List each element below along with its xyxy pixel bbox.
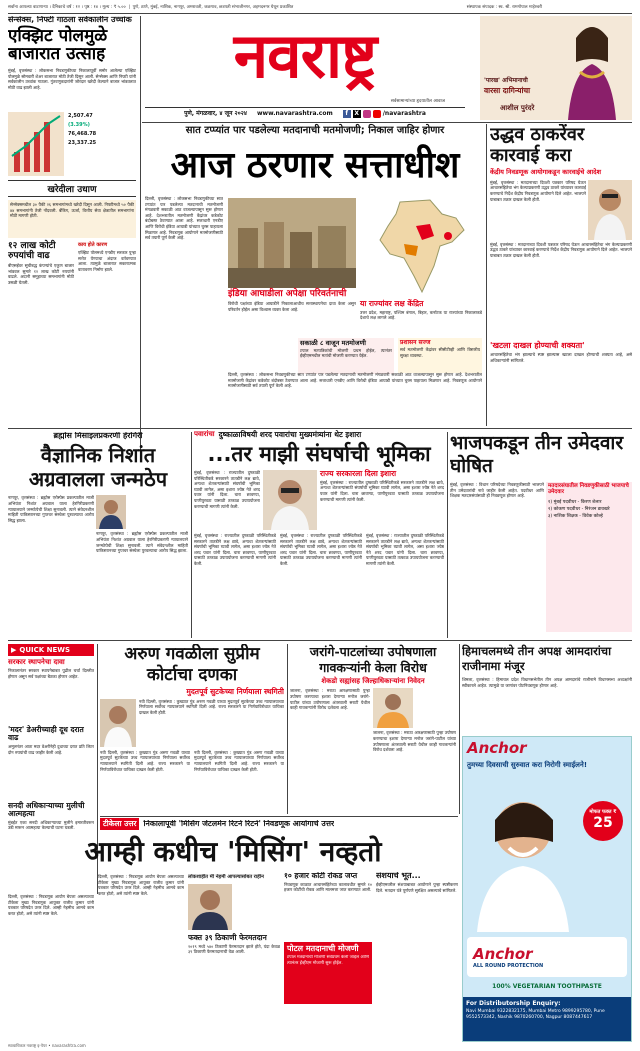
missing-photo (188, 884, 232, 930)
bjp-box-title: मतदारसंघातील निवडणुकीसाठी भाजपाचे उमेदवार (548, 483, 629, 495)
missing-body: दिल्ली, वृत्तसंस्था : निवडणूक आयोग बेपत्ता असल्याच्या टीकेला मुख्य निवडणूक आयुक्त राजीव कुमार यांनी पत्रकार परिषदेत उत्तर दिले. आम्ही नेहमीच आमचे काम करत होतो, असे त्यांनी स्पष्ट केले. (8, 894, 94, 916)
jarange-body-2: जालना, वृत्तसंस्था : मराठा आरक्षणासाठी पुन्हा उपोषण करण्याचा इशारा देणाऱ्या मनोज जरांगे-पाटील यांच्या उपोषणाला अंतरवाली सराटी येथील काही गावकऱ्यांनी विरोध दर्शवला आहे. (373, 730, 456, 753)
missing-box4-title: पोटल मतदानाची मोजणी (287, 943, 359, 953)
note-title: सकाळी ८ वाजून मतमोजणी (300, 339, 366, 347)
missing-box2 (284, 872, 372, 1038)
stat-4: 23,337.25 (68, 140, 97, 147)
market-box-body: सेन्सेक्समधील ३० पैकी २६ समभागांमध्ये खरेदी दिसून आली. निफ्टीमध्ये ५० पैकी ४४ समभागांनी तेजी नोंदवली. बँकिंग, ऊर्जा, वित्तीय सेवा क्षेत्रातील समभागांना मोठी मागणी होती. (8, 200, 136, 238)
anchor-ad[interactable] (462, 736, 632, 1042)
missing-tag: टीकेला उत्तर (100, 818, 139, 830)
stat-3: 76,468.78 (68, 131, 97, 138)
missing-box3-title: संशयाचे भूत... (376, 872, 421, 880)
anchor-price-badge (583, 801, 623, 841)
missing-box2-body: निवडणूक काळात आचारसंहितेच्या कालावधीत सुमारे १० हजार कोटींची रोकड आणि मालमत्ता जप्त करण्यात आली. (284, 881, 372, 893)
missing-kicker-row (100, 818, 458, 830)
anchor-price: 25 (593, 815, 613, 831)
social-icons[interactable] (343, 108, 426, 120)
brahmos-body: नागपूर, वृत्तसंस्था : ब्रह्मोस एरोस्पेस प्रकल्पातील माजी अभियंता निशांत अग्रवाल याला हेरगिरीप्रकरणी न्यायालयाने जन्मठेपेची शिक्षा सुनावली. त्याने संवेदनशील माहिती पाकिस्तानच्या गुप्तचर संस्थेला पुरवल्याचा आरोप सिद्ध झाला. (8, 495, 94, 523)
note2-title: प्रशासन सज्ज (400, 339, 431, 346)
gawli-headline: अरुण गवळीला सुप्रीम कोर्टाचा दणका (124, 644, 260, 685)
anchor-ad-top (463, 737, 631, 759)
pawar-body: मुंबई, वृत्तसंस्था : राज्यातील दुष्काळी परिस्थितीकडे सरकारने तातडीने लक्ष द्यावे, अन्यथा शेतकऱ्यांसाठी संघर्षाची भूमिका घ्यावी लागेल, असा इशारा ज्येष्ठ नेते शरद पवार यांनी दिला. चारा छावण्या, पाणीपुरवठा यासाठी तत्काळ उपाययोजना करण्याची मागणी त्यांनी केली. (194, 470, 260, 509)
missing-box4-body: टपाल मतदानाची मोजणी सर्वप्रथम केली जाईल आणि त्यानंतर ईव्हीएम मोजणी सुरू होईल. (287, 955, 369, 966)
counting-photo (228, 198, 356, 288)
missing-box4 (284, 942, 372, 1004)
anchor-logo: Anchor (467, 739, 527, 757)
pawar-body-5: मुंबई, वृत्तसंस्था : राज्यातील दुष्काळी परिस्थितीकडे सरकारने तातडीने लक्ष द्यावे, अन्यथा शेतकऱ्यांसाठी संघर्षाची भूमिका घ्यावी लागेल, असा इशारा ज्येष्ठ नेते शरद पवार यांनी दिला. चारा छावण्या, पाणीपुरवठा यासाठी तत्काळ उपाययोजना करण्याची मागणी त्यांनी केली. (366, 533, 444, 566)
anchor-distributor: For Distributorship Enquiry: (466, 1000, 561, 1007)
brahmos-kicker: ब्रह्मोस मिसाइलप्रकरणी हेरगिरी (53, 432, 143, 440)
market-headline: एक्झिट पोलमुळे बाजारात उत्साह (8, 26, 108, 65)
missing-side-quote: लोकशाहीत मी नेहमी आपल्यासोबत राहीन (188, 874, 264, 880)
market-sub-body: बीएसईवर सूचीबद्ध कंपन्यांचे एकूण बाजार भांडवल सुमारे १२ लाख कोटी रुपयांनी वाढले. अदानी समूहाच्या समभागांनी मोठी उसळी घेतली. (8, 262, 74, 285)
footer-text: स्वत्वाधिकार नवराष्ट्र इ-पेपर • navarashtra.com (8, 1043, 86, 1048)
pawar-body-2: मुंबई, वृत्तसंस्था : राज्यातील दुष्काळी परिस्थितीकडे सरकारने तातडीने लक्ष द्यावे, अन्यथा शेतकऱ्यांसाठी संघर्षाची भूमिका घ्यावी लागेल, असा इशारा ज्येष्ठ नेते शरद पवार यांनी दिला. चारा छावण्या, पाणीपुरवठा यासाठी तत्काळ उपाययोजना करण्याची मागणी त्यांनी केली. (320, 479, 444, 502)
quick-news-title: QUICK NEWS (19, 646, 71, 654)
map-note (360, 300, 482, 340)
uddhav-kicker: केंद्रीय निवडणूक आयोगाकडून कारवाईचे आदेश (490, 168, 602, 176)
gawli-body: नवी दिल्ली, वृत्तसंस्था : कुख्यात गुंड अरुण गवळी याच्या मुदतपूर्व सुटकेच्या उच्च न्यायालयाच्या निर्णयाला सर्वोच्च न्यायालयाने स्थगिती दिली आहे. राज्य सरकारने या निर्णयाविरोधात याचिका दाखल केली होती. (139, 698, 284, 716)
uddhav-body-2: मुंबई, वृत्तसंस्था : मतदानाच्या दिवशी पत्रकार परिषद घेऊन आचारसंहितेचा भंग केल्याप्रकरणी उद्धव ठाकरे यांच्यावर कारवाई करण्याचे निर्देश केंद्रीय निवडणूक आयोगाने दिले आहेत. भाजपने याबाबत तक्रार दाखल केली होती. (490, 241, 632, 258)
top-tagline: सर्वांना आपल्या वाटणाऱ्या । दैनिकाचे वर्ष : १२ । पृष्ठ : १४ । मूल्य : ₹ ५.०० (8, 5, 126, 10)
masthead-date: पुणे, मंगळवार, ४ जून २०२४ (184, 110, 247, 117)
top-founder: संस्थापक संपादक : स्व. श्री. रामगोपाल माहेश्वरी (466, 5, 542, 10)
news-bolt-icon: ▶ (11, 646, 17, 654)
quick-news-item-3-title: सनदी अधिकाऱ्याच्या मुलीची आत्महत्या (8, 801, 85, 818)
top-bar: सर्वांना आपल्या वाटणाऱ्या । दैनिकाचे वर्ष : १२ । पृष्ठ : १४ । मूल्य : ₹ ५.०० | पुणे, ठाणे, मुंबई, नाशिक, नागपूर, अमरावती, जळगाव, छत्रपती संभाजीनगर, अहमदनगर येथून प्रकाशित संस्थापक संपादक : स्व. श्री. रामगोपाल माहेश्वरी (8, 5, 542, 10)
himachal-body: शिमला, वृत्तसंस्था : हिमाचल प्रदेश विधानसभेतील तीन अपक्ष आमदारांचे राजीनामे विधानसभा अध्यक्षांनी स्वीकारले आहेत. त्यामुळे या जागांवर पोटनिवडणूक होणार आहे. (462, 677, 632, 688)
bjp-body: मुंबई, वृत्तसंस्था : विधान परिषदेच्या निवडणुकीसाठी भाजपने तीन उमेदवारांची नावे जाहीर केली आहेत. पदवीधर आणि शिक्षक मतदारसंघांसाठी ही निवडणूक होणार आहे. (450, 482, 544, 499)
uddhav-body: मुंबई, वृत्तसंस्था : मतदानाच्या दिवशी पत्रकार परिषद घेऊन आचारसंहितेचा भंग केल्याप्रकरणी उद्धव ठाकरे यांच्यावर कारवाई करण्याचे निर्देश केंद्रीय निवडणूक आयोगाने दिले आहेत. भाजपने याबाबत तक्रार दाखल केली होती. (490, 179, 586, 202)
jarange-story (290, 644, 456, 814)
quick-news-header (8, 644, 94, 656)
bjp-box-item-2: २) कोकण पदवीधर - निरंजन डावखरे (548, 506, 610, 512)
bjp-story (450, 432, 632, 640)
note-counting-time (298, 338, 394, 374)
brahmos-photo (96, 495, 126, 529)
map-body: उत्तर प्रदेश, महाराष्ट्र, पश्चिम बंगाल, बिहार, कर्नाटक या राज्यांच्या निकालाकडे देशाचे लक्ष लागले आहे. (360, 309, 482, 321)
pawar-body-4: मुंबई, वृत्तसंस्था : राज्यातील दुष्काळी परिस्थितीकडे सरकारने तातडीने लक्ष द्यावे, अन्यथा शेतकऱ्यांसाठी संघर्षाची भूमिका घ्यावी लागेल, असा इशारा ज्येष्ठ नेते शरद पवार यांनी दिला. चारा छावण्या, पाणीपुरवठा यासाठी तत्काळ उपाययोजना करण्याची मागणी त्यांनी केली. (280, 533, 362, 566)
missing-headline: आम्ही कधीच 'मिसिंग' नव्हतो (84, 835, 382, 868)
missing-box3 (376, 872, 458, 1038)
ad-tag2: वारसा दागिन्यांचा (484, 86, 531, 95)
instagram-icon[interactable] (363, 110, 371, 118)
anchor-product-sub: ALL ROUND PROTECTION (473, 963, 544, 969)
missing-body-2: दिल्ली, वृत्तसंस्था : निवडणूक आयोग बेपत्ता असल्याच्या टीकेला मुख्य निवडणूक आयुक्त राजीव कुमार यांनी पत्रकार परिषदेत उत्तर दिले. आम्ही नेहमीच आमचे काम करत होतो, असे त्यांनी स्पष्ट केले. (98, 874, 184, 896)
ad-tag: 'पारख' अभिमानाची (484, 77, 528, 84)
uddhav-photo (588, 180, 632, 240)
gawli-sub: मुदतपूर्व सुटकेच्या निर्णयाला स्थगिती (186, 687, 284, 696)
uddhav-headline: उद्धव ठाकरेंवर कारवाई करा (490, 124, 585, 166)
quick-news-item-2-title: 'मदर' डेअरीच्याही दूध दरात वाढ (8, 725, 84, 743)
missing-box1-title: फक्त ३९ ठिकाणी फेरमतदान (188, 933, 267, 942)
masthead (145, 14, 465, 120)
jarange-photo (373, 688, 413, 728)
anchor-veg: 100% VEGETARIAN TOOTHPASTE (492, 983, 602, 990)
masthead-title: नवराष्ट्र (233, 19, 377, 92)
jewellery-ad[interactable] (480, 16, 632, 120)
bull-graphic (8, 112, 64, 176)
market-box-title: खरेदीला उधाण (8, 180, 136, 197)
lead-headline: आज ठरणार सत्ताधीश (170, 145, 460, 186)
uddhav-story (490, 124, 632, 426)
note-admin (398, 338, 482, 373)
pawar-tag: पवारांचा (194, 430, 215, 438)
market-side-body: एक्झिट पोलमध्ये एनडीए सरकार पुन्हा सत्तेत येण्याचा अंदाज वर्तवण्यात आला. त्यामुळे बाजारात सकारात्मक वातावरण निर्माण झाले. (78, 250, 136, 272)
uddhav-sub-body: आचारसंहितेचा भंग झाल्याचे स्पष्ट झाल्यास खटला दाखल होण्याची शक्यता आहे, असे अधिकाऱ्यांनी सांगितले. (490, 352, 632, 363)
gawli-story (100, 644, 284, 814)
quick-news-item-1-title: सरकार स्थापनेचा दावा (8, 658, 65, 666)
anchor-footer (463, 997, 631, 1041)
quick-news-item-2-body: अमूलनंतर आता मदर डेअरीनेही दुधाच्या दरात प्रति लिटर दोन रुपयांची वाढ जाहीर केली आहे. (8, 744, 94, 755)
jarange-headline: जरांगे-पाटलांच्या उपोषणाला गावकऱ्यांनी केला विरोध (309, 644, 437, 675)
brahmos-story (8, 432, 188, 640)
pawar-story (194, 430, 444, 638)
anchor-illustration (463, 772, 632, 932)
lead-body-2: दिल्ली, वृत्तसंस्था : लोकसभा निवडणुकीच्या सात टप्प्यांत पार पडलेल्या मतदानाची मतमोजणी मंगळवारी सकाळी आठ वाजल्यापासून सुरू होणार आहे. देशभरातील मतमोजणी केंद्रांवर कडेकोट बंदोबस्त ठेवण्यात आला आहे. सत्ताधारी एनडीए आणि विरोधी इंडिया आघाडी यांच्यात चुरस पाहायला मिळणार आहे. निवडणूक आयोगाने मतमोजणीसाठी सर्व तयारी पूर्ण केली आहे. (228, 372, 482, 389)
jarange-sub: शेकडो सह्यांसह जिल्हाधिकाऱ्यांना निवेदन (321, 677, 425, 685)
pawar-sub: राज्य सरकारला दिला इशारा (320, 469, 397, 478)
jarange-body: जालना, वृत्तसंस्था : मराठा आरक्षणासाठी पुन्हा उपोषण करण्याचा इशारा देणाऱ्या मनोज जरांगे-पाटील यांच्या उपोषणाला अंतरवाली सराटी येथील काही गावकऱ्यांनी विरोध दर्शवला आहे. (290, 688, 370, 711)
bjp-headline: भाजपकडून तीन उमेदवार घोषित (450, 432, 624, 477)
gawli-body-3: नवी दिल्ली, वृत्तसंस्था : कुख्यात गुंड अरुण गवळी याच्या मुदतपूर्व सुटकेच्या उच्च न्यायालयाच्या निर्णयाला सर्वोच्च न्यायालयाने स्थगिती दिली आहे. राज्य सरकारने या निर्णयाविरोधात याचिका दाखल केली होती. (194, 749, 284, 772)
anchor-contacts: Navi Mumbai 9322832175, Mumbai Metro 9899295780, Pune 9552573342, Nashik 9870260700, Nagpur 8087447617 (466, 1009, 605, 1020)
quick-news-item-3-body: मुंबईत एका सनदी अधिकाऱ्याच्या मुलीने इमारतीवरून उडी मारून आत्महत्या केल्याची घटना घडली. (8, 819, 94, 831)
caption-body: विरोधी पक्षांच्या इंडिया आघाडीने निकालाआधीच सत्तास्थापनेचा दावा केला असून परिवर्तन होईल असा विश्वास व्यक्त केला आहे. (228, 301, 356, 313)
missing-box1-body: २०१९ मध्ये ५४० ठिकाणी फेरमतदान झाले होते, यंदा केवळ ३९ ठिकाणी फेरमतदानाची वेळ आली. (188, 943, 280, 955)
map-label: या राज्यांवर लक्ष केंद्रित (360, 299, 424, 308)
pawar-kicker: दुष्काळाविषयी शरद पवारांचा मुख्यमंत्र्यांना थेट इशारा (218, 430, 362, 439)
gawli-body-2: नवी दिल्ली, वृत्तसंस्था : कुख्यात गुंड अरुण गवळी याच्या मुदतपूर्व सुटकेच्या उच्च न्यायालयाच्या निर्णयाला सर्वोच्च न्यायालयाने स्थगिती दिली आहे. राज्य सरकारने या निर्णयाविरोधात याचिका दाखल केली होती. (100, 749, 190, 772)
market-kicker: सेन्सेक्स, निफ्टी गाठला सर्वकालीन उच्चांक (8, 16, 132, 24)
india-map (360, 196, 482, 300)
pawar-body-3: मुंबई, वृत्तसंस्था : राज्यातील दुष्काळी परिस्थितीकडे सरकारने तातडीने लक्ष द्यावे, अन्यथा शेतकऱ्यांसाठी संघर्षाची भूमिका घ्यावी लागेल, असा इशारा ज्येष्ठ नेते शरद पवार यांनी दिला. चारा छावण्या, पाणीपुरवठा यासाठी तत्काळ उपाययोजना करण्याची मागणी त्यांनी केली. (194, 533, 276, 566)
himachal-story (462, 644, 632, 734)
lead-kicker: सात टप्प्यांत पार पडलेल्या मतदानाची मतमोजणी; निकाल जाहिर होणार (185, 125, 445, 136)
uddhav-sub-headline: 'खटला दाखल होण्याची शक्यता' (490, 340, 585, 350)
ad-brand: आशील पुरंदरे (500, 104, 535, 112)
masthead-tag: सर्वसामान्यांच्या हृदयातील आवाज (390, 99, 445, 104)
anchor-product-box (467, 937, 627, 977)
bjp-box-item-3: ३) नाशिक शिक्षक - विवेक कोल्हे (548, 513, 603, 519)
anchor-tagline: तुमच्या दिवसाची सुरुवात करा निरोगी स्माईलने! (467, 761, 588, 769)
stat-2: (3.39%) (68, 122, 90, 129)
youtube-icon[interactable] (373, 110, 381, 118)
caption-title: इंडिया आघाडीला अपेक्षा परिवर्तनाची (228, 289, 347, 299)
lead-body: दिल्ली, वृत्तसंस्था : लोकसभा निवडणुकीच्या सात टप्प्यांत पार पडलेल्या मतदानाची मतमोजणी मंगळवारी सकाळी आठ वाजल्यापासून सुरू होणार आहे. देशभरातील मतमोजणी केंद्रांवर कडेकोट बंदोबस्त ठेवण्यात आला आहे. सत्ताधारी एनडीए आणि विरोधी इंडिया आघाडी यांच्यात चुरस पाहायला मिळणार आहे. निवडणूक आयोगाने मतमोजणीसाठी सर्व तयारी पूर्ण केली आहे. (145, 196, 223, 241)
x-icon[interactable]: X (354, 110, 360, 117)
quick-news-item-1-body: निकालानंतर सरकार स्थापनेबाबत पुढील चर्चा दिल्लीत होणार असून सर्व पक्षांच्या बैठका होणार आहेत. (8, 668, 94, 679)
social-handle[interactable]: /navarashtra (382, 110, 426, 117)
market-body: मुंबई, वृत्तसंस्था : लोकसभा निवडणुकीच्या निकालापूर्वी समोर आलेल्या एक्झिट पोलमुळे सोमवारी शेअर बाजारात मोठी तेजी दिसून आली. सेन्सेक्स आणि निफ्टी यांनी सर्वकालीन उच्चांक गाठला. गुंतवणूकदारांनी जोरदार खरेदी केल्याने बाजार भांडवलात मोठी वाढ झाली आहे. (8, 68, 136, 90)
stat-1: 2,507.47 (68, 113, 93, 120)
bjp-box-item-1: १) मुंबई पदवीधर - किरण शेलार (548, 499, 602, 505)
brahmos-headline: वैज्ञानिक निशांत अग्रवालला जन्मठेप (28, 443, 168, 492)
note2-body: सर्व मतमोजणी केंद्रांवर सीसीटीव्ही आणि त्रिस्तरीय सुरक्षा व्यवस्था. (400, 347, 480, 358)
anchor-product: Anchor (473, 945, 533, 963)
masthead-website[interactable]: www.navarashtra.com (256, 110, 333, 117)
facebook-icon[interactable]: f (343, 110, 351, 118)
market-story (8, 16, 136, 460)
bjp-box (546, 482, 632, 632)
top-editions: पुणे, ठाणे, मुंबई, नाशिक, नागपूर, अमरावती, जळगाव, छत्रपती संभाजीनगर, अहमदनगर येथून प्रकाशित (132, 5, 294, 10)
photo-caption (228, 290, 356, 337)
anchor-price-label: मोफत फक्त ₹ (589, 809, 617, 815)
market-chart (8, 112, 136, 176)
missing-box2-title: १० हजार कोटी रोकड जप्त (284, 872, 358, 880)
pawar-photo (263, 470, 317, 530)
gawli-photo (100, 699, 136, 747)
pawar-headline: ...तर माझी संघर्षाची भूमिका (207, 442, 431, 466)
note-body: टपाल मतपत्रिकांची मोजणी प्रथम होईल, त्यानंतर ईव्हीएममधील मतांची मोजणी करण्यात येईल. (300, 347, 392, 359)
brahmos-body-2: नागपूर, वृत्तसंस्था : ब्रह्मोस एरोस्पेस प्रकल्पातील माजी अभियंता निशांत अग्रवाल याला हेरगिरीप्रकरणी न्यायालयाने जन्मठेपेची शिक्षा सुनावली. त्याने संवेदनशील माहिती पाकिस्तानच्या गुप्तचर संस्थेला पुरवल्याचा आरोप सिद्ध झाला. (96, 531, 188, 554)
footer (8, 1043, 632, 1049)
missing-middle (188, 874, 280, 1038)
missing-box3-body: ईव्हीएमवरील संशयाबाबत आयोगाने पुन्हा स्पष्टीकरण दिले. मतदान यंत्रे पूर्णपणे सुरक्षित असल्याचे सांगितले. (376, 882, 458, 893)
missing-kicker: निकालापूर्वी 'मिसिंग जेंटलमेन रिटर्न रिटर्न' निवडणूक आयोगाचे उत्तर (143, 819, 335, 828)
himachal-headline: हिमाचलमध्ये तीन अपक्ष आमदारांचा राजीनामा मंजूर (462, 644, 612, 673)
market-sub-headline: १२ लाख कोटी रुपयांची वाढ (8, 241, 56, 261)
masthead-strip (145, 107, 465, 120)
market-side-label: काय होते कारण (78, 242, 108, 249)
